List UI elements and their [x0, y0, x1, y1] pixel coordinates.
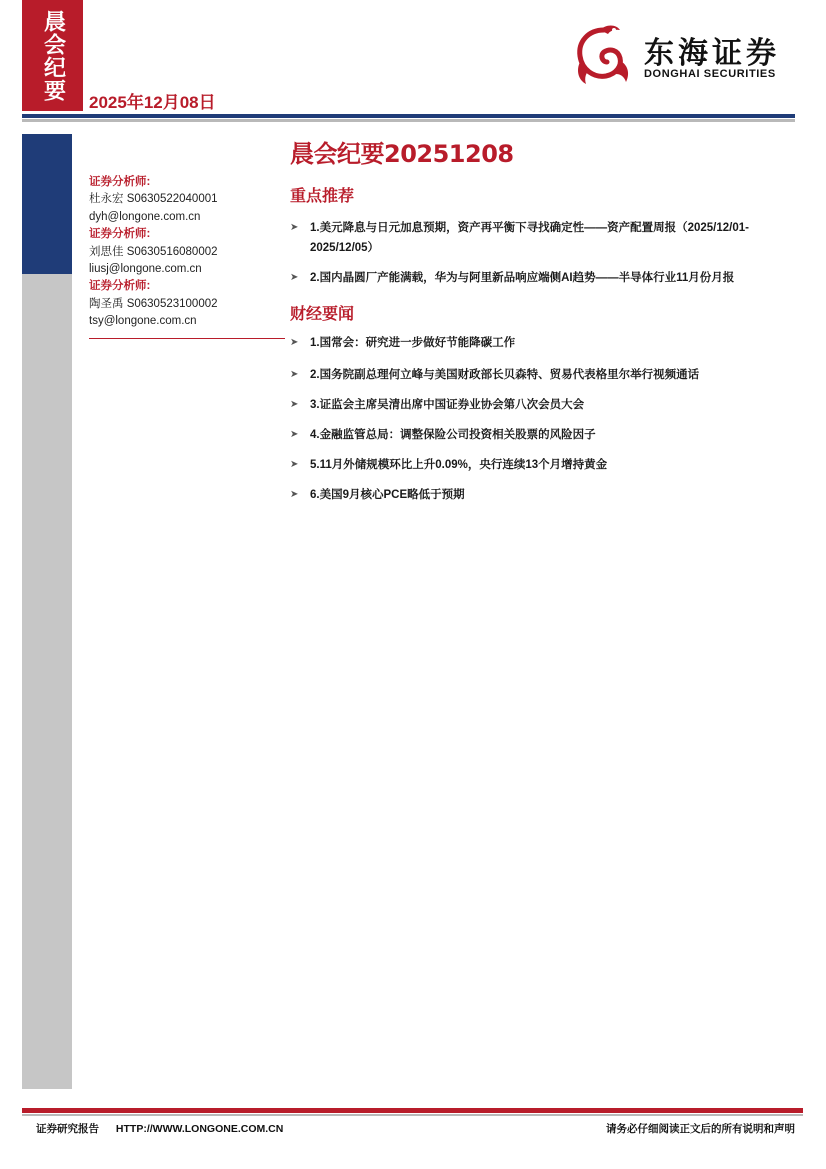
arrow-bullet-icon: ➤: [290, 459, 299, 470]
list-item[interactable]: [290, 485, 795, 505]
analyst-email[interactable]: tsy@longone.com.cn: [89, 315, 197, 328]
arrow-bullet-icon: ➤: [290, 222, 299, 233]
company-logo: [570, 22, 795, 90]
list-item[interactable]: [290, 268, 795, 288]
arrow-bullet-icon: ➤: [290, 399, 299, 410]
list-item[interactable]: [290, 333, 795, 353]
analyst-email[interactable]: dyh@longone.com.cn: [89, 210, 201, 223]
analyst-list: [89, 174, 289, 331]
analyst-name-license: 刘思佳 S0630516080002: [89, 245, 218, 258]
report-type-tag-label: 晨会纪要: [40, 9, 66, 102]
analyst-entry: [89, 174, 289, 226]
list-item[interactable]: [290, 455, 795, 475]
section-title-highlights: 重点推荐: [290, 186, 355, 205]
footer-disclaimer: 请务必仔细阅读正文后的所有说明和声明: [606, 1123, 795, 1135]
list-item[interactable]: [290, 218, 795, 258]
list-item[interactable]: [290, 365, 795, 385]
analyst-name-license: 杜永宏 S0630522040001: [89, 193, 218, 206]
footer-left: [36, 1121, 297, 1136]
arrow-bullet-icon: ➤: [290, 369, 299, 380]
arrow-bullet-icon: ➤: [290, 272, 299, 283]
list-item-text: 1.美元降息与日元加息预期，资产再平衡下寻找确定性——资产配置周报（2025/12/01-2025/12/05）: [310, 222, 749, 254]
analyst-email[interactable]: liusj@longone.com.cn: [89, 263, 202, 276]
list-item-text: 5.11月外储规模环比上升0.09%，央行连续13个月增持黄金: [310, 459, 608, 471]
list-item-text: 2.国务院副总理何立峰与美国财政部长贝森特、贸易代表格里尔举行视频通话: [310, 369, 700, 381]
logo-chinese-name: 东海证券: [644, 36, 780, 71]
report-type-tag: [22, 0, 83, 111]
analyst-entry: [89, 226, 289, 278]
list-item-text: 1.国常会：研究进一步做好节能降碳工作: [310, 337, 516, 349]
report-date: 2025年12月08日: [89, 93, 216, 112]
footer-divider-red: [22, 1108, 803, 1113]
header-divider-blue: [22, 114, 795, 118]
analyst-label: 证券分析师:: [89, 176, 151, 188]
footer-url-link[interactable]: HTTP://WWW.LONGONE.COM.CN: [115, 1123, 284, 1135]
arrow-bullet-icon: ➤: [290, 489, 299, 500]
analyst-label: 证券分析师:: [89, 228, 151, 241]
analyst-label: 证券分析师:: [89, 280, 151, 293]
dragon-logo-icon: [570, 22, 638, 90]
analyst-name-license: 陶圣禹 S0630523100002: [89, 297, 218, 310]
list-item-text: 4.金融监管总局：调整保险公司投资相关股票的风险因子: [310, 429, 596, 441]
list-item[interactable]: [290, 395, 795, 415]
analyst-entry: [89, 278, 289, 330]
arrow-bullet-icon: ➤: [290, 429, 299, 440]
header-divider-gray: [22, 119, 795, 122]
list-item-text: 2.国内晶圆厂产能满载，华为与阿里新品响应端侧AI趋势——半导体行业11月份月报: [310, 272, 735, 284]
logo-english-name: DONGHAI SECURITIES: [644, 68, 776, 80]
sidebar-blue-block: [22, 134, 72, 274]
arrow-bullet-icon: ➤: [290, 337, 299, 348]
list-item-text: 6.美国9月核心PCE略低于预期: [310, 489, 465, 501]
analyst-divider: [89, 338, 285, 339]
footer-divider-gray: [22, 1114, 803, 1116]
footer-report-type: 证券研究报告: [36, 1123, 99, 1135]
list-item-text: 3.证监会主席吴清出席中国证券业协会第八次会员大会: [310, 399, 585, 411]
section-title-news: 财经要闻: [290, 304, 355, 323]
sidebar-gray-block: [22, 274, 72, 1089]
page-title: 晨会纪要20251208: [290, 140, 514, 168]
list-item[interactable]: [290, 425, 795, 445]
